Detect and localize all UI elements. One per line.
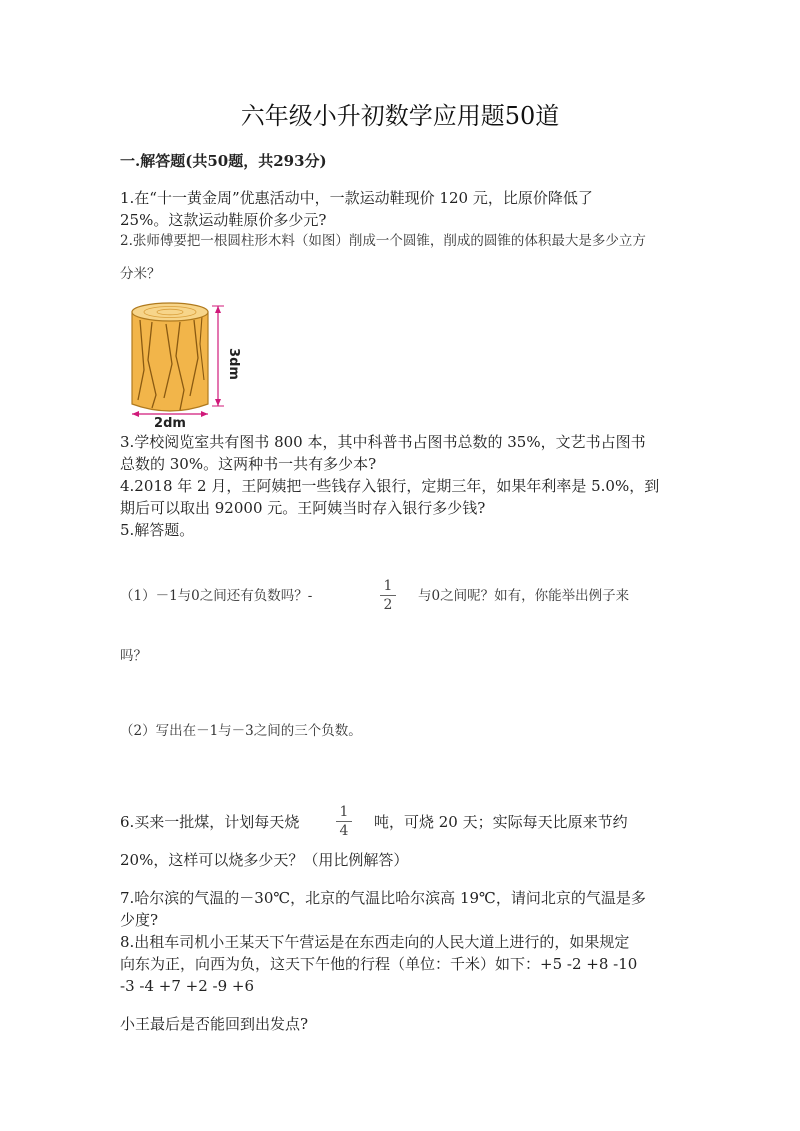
q5-sub1-part1: （1）－1与0之间还有负数吗？- [120,588,313,604]
q8-line2: 向东为正，向西为负，这天下午他的行程（单位：千米）如下：+5 -2 +8 -10 [120,955,638,973]
q1-line1: 1.在“十一黄金周”优惠活动中，一款运动鞋现价 120 元，比原价降低了 [120,189,593,207]
section-header: 一.解答题(共50题，共293分) [120,152,327,170]
q3-line1: 3.学校阅览室共有图书 800 本，其中科普书占图书总数的 35%，文艺书占图书 [120,433,646,451]
q5-line1: 5.解答题。 [120,521,195,539]
q7-line2: 少度? [120,911,159,929]
q7-line1: 7.哈尔滨的气温的－30℃，北京的气温比哈尔滨高 19℃，请问北京的气温是多 [120,889,646,907]
figure-width-label: 2dm [154,416,186,431]
q5-fraction-denominator: 2 [383,597,393,613]
q4-line1: 4.2018 年 2 月，王阿姨把一些钱存入银行，定期三年，如果年利率是 5.0%，到 [120,477,660,495]
q5-sub1-part2: 与0之间呢？如有，你能举出例子来 [418,588,630,604]
q2-line2: 分米？ [120,266,161,282]
q6-fraction [334,804,354,839]
cylinder-log-figure [126,300,241,431]
q8-line3: -3 -4 +7 +2 -9 +6 [120,977,255,995]
fraction-bar [336,821,352,822]
q8-line1: 8.出租车司机小王某天下午营运是在东西走向的人民大道上进行的，如果规定 [120,933,630,951]
figure-height-label: 3dm [226,348,241,380]
q8-line4: 小王最后是否能回到出发点? [120,1015,309,1033]
q5-fraction-numerator: 1 [383,578,393,594]
fraction-bar [380,595,396,596]
q6-fraction-numerator: 1 [339,804,349,820]
q3-line2: 总数的 30%。这两种书一共有多少本? [120,455,377,473]
q6-fraction-denominator: 4 [339,823,349,839]
q5-sub1-line2: 吗？ [120,648,147,664]
q5-sub2: （2）写出在－1与－3之间的三个负数。 [120,723,362,739]
page-title: 六年级小升初数学应用题50道 [240,102,560,130]
q6-part2: 吨，可烧 20 天；实际每天比原来节约 [374,813,628,831]
q5-fraction [378,578,398,613]
q2-line1: 2.张师傅要把一根圆柱形木料（如图）削成一个圆锥，削成的圆锥的体积最大是多少立方 [120,233,646,249]
q1-line2: 25%。这款运动鞋原价多少元? [120,211,327,229]
q6-part1: 6.买来一批煤，计划每天烧 [120,813,300,831]
q6-line2: 20%，这样可以烧多少天？（用比例解答） [120,851,409,869]
q4-line2: 期后可以取出 92000 元。王阿姨当时存入银行多少钱? [120,499,486,517]
